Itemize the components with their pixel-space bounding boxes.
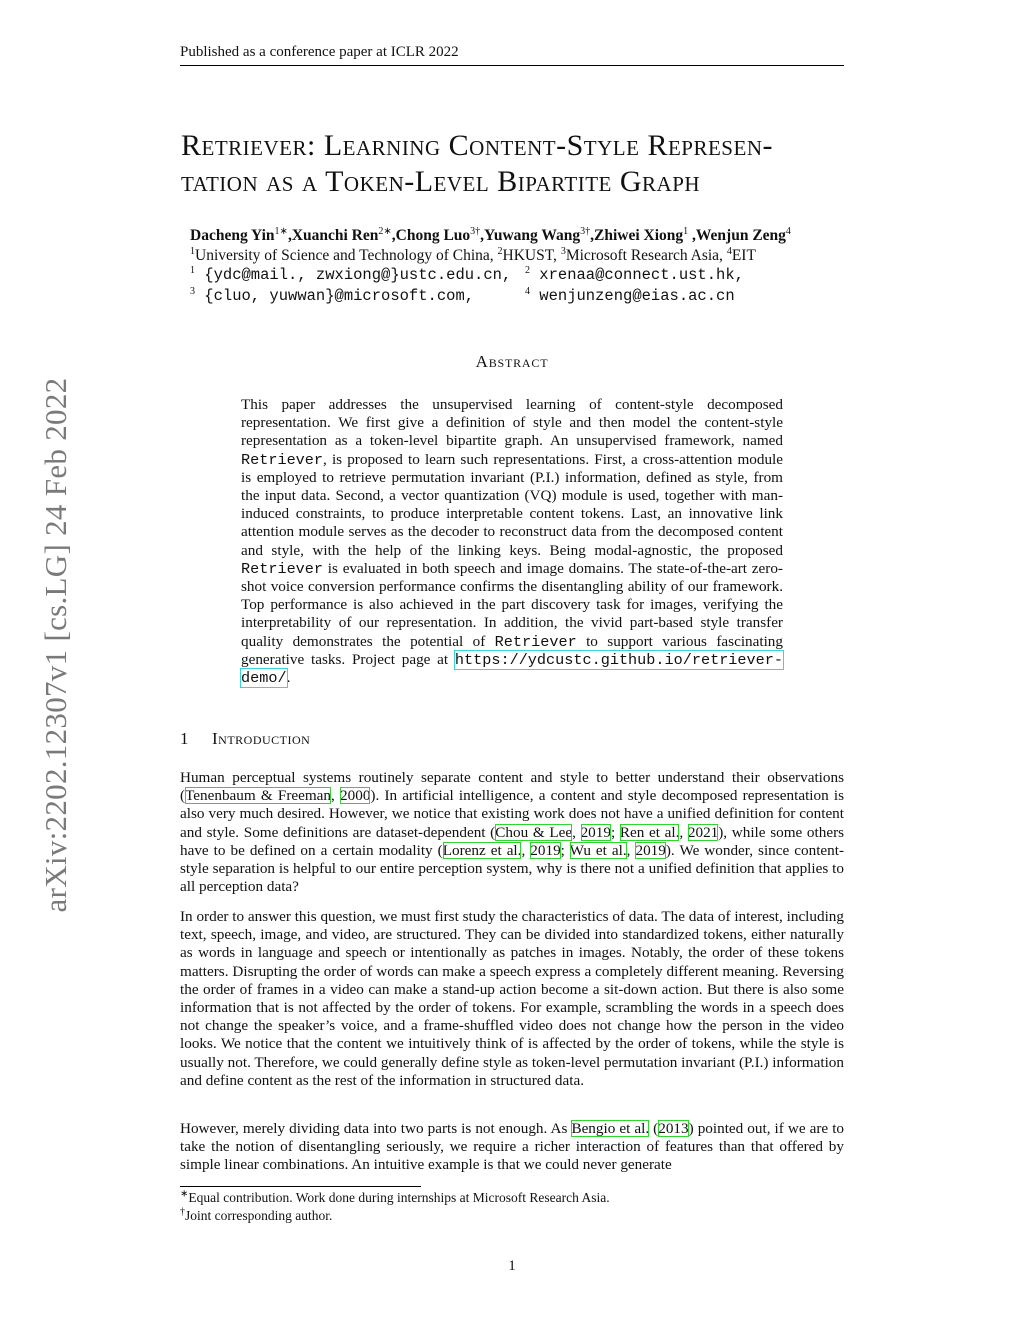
code-retriever: Retriever bbox=[241, 450, 324, 469]
text-span: , bbox=[572, 823, 581, 841]
email-mark: 2 bbox=[525, 264, 530, 276]
page-number: 1 bbox=[508, 1258, 516, 1274]
affiliation-mark: 1 bbox=[190, 245, 195, 257]
abstract-span: , is proposed to learn such representations. First, a cross-attention module is employed to retrieve permutation invariant (P.I.) information, defined as style, from the input data. Second, a vector quantization (VQ) module is used, together with man-induced constraints, to produce interpretable content tokens. Last, an innovative link attention module serves as the decoder to reconstruct data from the decomposed content and style, with the help of the linking keys. Being modal-agnostic, the proposed bbox=[241, 450, 783, 559]
code-retriever: Retriever bbox=[241, 559, 324, 578]
email: {ydc@mail., zwxiong@}ustc.edu.cn, bbox=[195, 266, 512, 284]
affiliation: EIT bbox=[731, 246, 756, 264]
text-span: ), while some others have to be defined on a certain modality ( bbox=[180, 823, 845, 859]
text-span: , bbox=[626, 841, 636, 859]
author-name: ,Chong Luo bbox=[391, 227, 471, 244]
affiliation-mark: 4 bbox=[726, 245, 732, 257]
emails-line-2 bbox=[190, 286, 791, 307]
abstract-heading: Abstract bbox=[475, 352, 549, 371]
author-name: ,Wenjun Zeng bbox=[688, 227, 786, 244]
title-line-1: Retriever: Learning Content-Style Represen- bbox=[181, 129, 773, 162]
citation-link[interactable]: 2000 bbox=[340, 787, 371, 805]
footnote-text: Equal contribution. Work done during internships at Microsoft Research Asia. bbox=[188, 1190, 610, 1205]
citation-link[interactable]: Lorenz et al. bbox=[442, 841, 522, 859]
citation-link[interactable]: 2021 bbox=[687, 823, 719, 841]
affiliation: University of Science and Technology of China, bbox=[195, 246, 498, 264]
paper-title bbox=[181, 128, 851, 200]
footnote-text: Joint corresponding author. bbox=[185, 1208, 333, 1223]
text-span: ) pointed out, if we are to take the notion of disentangling seriously, we require a richer interaction of features than that offered by simple linear combinations. An intuitive example is that we could never generate bbox=[180, 1120, 845, 1174]
author-mark: 3† bbox=[470, 225, 481, 237]
email: {cluo, yuwwan}@microsoft.com, bbox=[195, 286, 475, 305]
author-name: ,Yuwang Wang bbox=[480, 227, 581, 244]
citation-link[interactable]: 2013 bbox=[658, 1120, 689, 1137]
author-mark: 3† bbox=[580, 225, 591, 237]
author-name: ,Xuanchi Ren bbox=[287, 227, 379, 244]
citation-link[interactable]: Bengio et al. bbox=[571, 1120, 650, 1137]
email-mark: 3 bbox=[190, 285, 195, 297]
text-span: , bbox=[331, 787, 341, 805]
intro-paragraph-1 bbox=[180, 769, 844, 896]
running-header: Published as a conference paper at ICLR 2022 bbox=[180, 44, 459, 60]
intro-paragraph-2: In order to answer this question, we must first study the characteristics of data. The data of interest, including text, speech, image, and video, are structured. They can be divided into standardized tokens, either naturally as words in language and speech or intentionally as patches in images. Notably, the order of these tokens matters. Disrupting the order of words can make a speech express a completely different meaning. Reversing the order of frames in a video can make a stand-up action become a sit-down action. But there is also some information that is not affected by the order of tokens. For example, scrambling the words in a speech does not change the speaker’s voice, and a frame-shuffled video does not change how the person in the video looks. We notice that the content we intuitively think of is affected by the order of tokens, while the style is usually not. Therefore, we could generally define style as token-level permutation invariant (P.I.) information and define content as the rest of the information in structured data. bbox=[180, 908, 844, 1089]
citation-link[interactable]: 2019 bbox=[580, 823, 611, 841]
citation-link[interactable]: Wu et al. bbox=[569, 841, 627, 859]
footnote-mark: ∗ bbox=[180, 1188, 189, 1200]
email-mark: 1 bbox=[190, 264, 195, 276]
text-span: ; bbox=[610, 823, 620, 841]
footnote-mark: † bbox=[180, 1206, 185, 1218]
citation-link[interactable]: Chou & Lee bbox=[495, 823, 573, 841]
affiliation-mark: 3 bbox=[560, 245, 566, 257]
emails-line-1 bbox=[190, 265, 791, 286]
header-rule bbox=[180, 65, 844, 66]
author-name: Dacheng Yin bbox=[190, 227, 275, 244]
footnote-equal-contribution bbox=[180, 1189, 610, 1207]
citation-link[interactable]: Tenenbaum & Freeman bbox=[185, 787, 332, 805]
author-names bbox=[190, 226, 791, 246]
text-span: ; bbox=[560, 841, 570, 859]
title-line-2: tation as a Token-Level Bipartite Graph bbox=[181, 165, 701, 198]
footnote-rule bbox=[180, 1186, 421, 1187]
author-name: ,Zhiwei Xiong bbox=[590, 227, 684, 244]
text-span: ). We wonder, since content-style separation is helpful to our entire perception system, why is there not a unified definition that applies to all perception data? bbox=[180, 841, 845, 896]
affiliation-mark: 2 bbox=[497, 245, 503, 257]
text-span: , bbox=[679, 823, 688, 841]
code-retriever: Retriever bbox=[494, 632, 577, 651]
author-mark: 1 bbox=[683, 225, 689, 237]
affiliations bbox=[190, 246, 791, 266]
text-span: Human perceptual systems routinely separate content and style to better understand their observations ( bbox=[180, 769, 844, 805]
footnote-corresponding-author bbox=[180, 1207, 332, 1225]
text-span: ( bbox=[649, 1120, 659, 1137]
affiliation: Microsoft Research Asia, bbox=[565, 246, 727, 264]
affiliation: HKUST, bbox=[502, 246, 561, 264]
citation-link[interactable]: 2019 bbox=[635, 841, 666, 859]
author-block bbox=[190, 226, 791, 306]
text-span: However, merely dividing data into two parts is not enough. As bbox=[180, 1120, 572, 1137]
citation-link[interactable]: Ren et al. bbox=[619, 823, 680, 841]
author-mark: 4 bbox=[785, 225, 791, 237]
abstract-text bbox=[241, 396, 783, 687]
abstract-span: to support various fascinating generative tasks. Project page at bbox=[241, 632, 783, 668]
text-span: , bbox=[521, 841, 531, 859]
email-mark: 4 bbox=[525, 285, 530, 297]
abstract-span: . bbox=[286, 669, 291, 687]
section-title: Introduction bbox=[212, 729, 311, 748]
section-number: 1 bbox=[180, 729, 189, 748]
email: wenjunzeng@eias.ac.cn bbox=[530, 286, 735, 305]
intro-paragraph-3 bbox=[180, 1120, 844, 1175]
abstract-span: is evaluated in both speech and image domains. The state-of-the-art zero-shot voice conversion performance confirms the disentangling ability of our framework. Top performance is also achieved in the part discovery task for images, verifying the interpretability of our representation. In addition, the vivid part-based style transfer quality demonstrates the potential of bbox=[241, 559, 783, 650]
section-heading-introduction bbox=[180, 729, 310, 749]
citation-link[interactable]: 2019 bbox=[530, 841, 561, 859]
abstract-span: This paper addresses the unsupervised learning of content-style decomposed representation. We first give a definition of style and then model the content-style representation as a token-level bipartite graph. An unsupervised framework, named bbox=[241, 396, 783, 450]
project-page-link[interactable]: https://ydcustc.github.io/retriever-demo/ bbox=[241, 650, 783, 688]
email: xrenaa@connect.ust.hk, bbox=[530, 266, 744, 284]
text-span: ). In artificial intelligence, a content and style decomposed representation is also very much desired. However, we notice that existing work does not have a unified definition for content and style. Some definitions are dataset-dependent ( bbox=[180, 787, 845, 841]
author-mark: 1∗ bbox=[274, 225, 288, 237]
arxiv-identifier: arXiv:2202.12307v1 [cs.LG] 24 Feb 2022 bbox=[38, 377, 73, 913]
author-mark: 2∗ bbox=[378, 225, 392, 237]
